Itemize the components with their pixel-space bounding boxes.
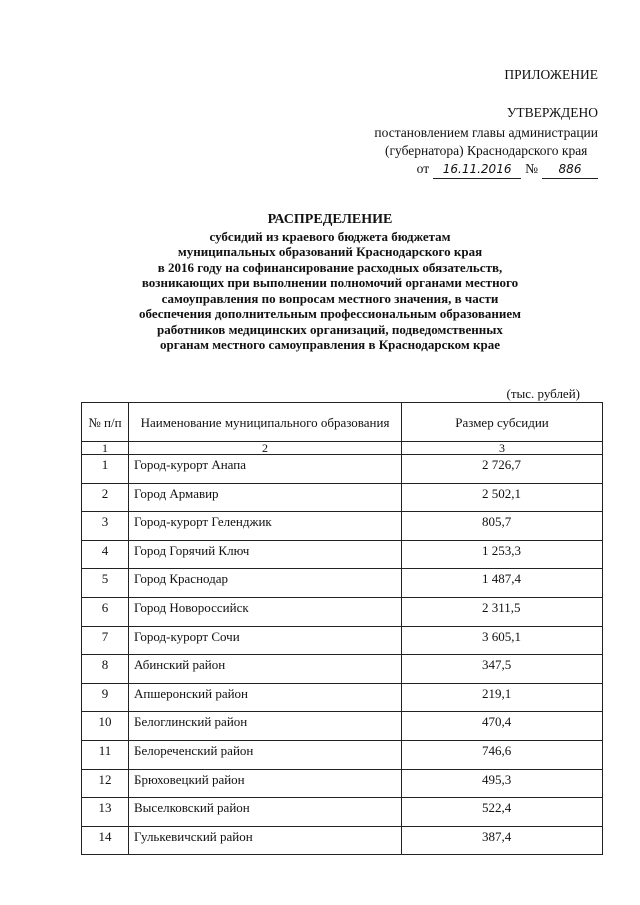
heading-line: в 2016 году на софинансирование расходных обязательств, <box>157 259 503 275</box>
row-name: Город-курорт Сочи <box>129 626 402 655</box>
row-value: 2 726,7 <box>402 455 603 484</box>
subsidy-table <box>81 402 603 855</box>
row-name: Гулькевичский район <box>129 826 402 855</box>
table-row <box>82 597 603 626</box>
row-name: Город-курорт Геленджик <box>129 512 402 541</box>
heading-line: работников медицинских организаций, подведомственных <box>157 321 503 337</box>
table-row <box>82 455 603 484</box>
row-name: Белоглинский район <box>129 712 402 741</box>
row-value: 495,3 <box>402 769 603 798</box>
row-number: 12 <box>82 769 129 798</box>
row-name: Город Горячий Ключ <box>129 540 402 569</box>
row-number: 8 <box>82 655 129 684</box>
header-num: № п/п <box>82 403 129 442</box>
heading-line: муниципальных образований Краснодарского края <box>177 244 483 259</box>
approval-line-2: (губернатора) Краснодарского края <box>385 143 588 158</box>
row-value: 347,5 <box>402 655 603 684</box>
row-number: 6 <box>82 597 129 626</box>
column-number: 3 <box>402 442 603 455</box>
row-value: 387,4 <box>402 826 603 855</box>
table-row <box>82 540 603 569</box>
table-row <box>82 569 603 598</box>
row-value: 1 487,4 <box>402 569 603 598</box>
header-name: Наименование муниципального образования <box>129 403 402 442</box>
heading-line: субсидий из краевого бюджета бюджетам <box>209 228 451 244</box>
row-number: 7 <box>82 626 129 655</box>
row-value: 805,7 <box>402 512 603 541</box>
row-number: 4 <box>82 540 129 569</box>
table-row <box>82 626 603 655</box>
row-value: 1 253,3 <box>402 540 603 569</box>
from-label: от <box>416 161 430 176</box>
header-value: Размер субсидии <box>402 403 603 442</box>
handwritten-number: 886 <box>542 160 598 179</box>
row-name: Город Краснодар <box>129 569 402 598</box>
row-number: 9 <box>82 683 129 712</box>
table-row <box>82 512 603 541</box>
column-number: 2 <box>129 442 402 455</box>
column-number-row <box>82 442 603 455</box>
table-row <box>82 769 603 798</box>
table-row <box>82 483 603 512</box>
row-value: 746,6 <box>402 740 603 769</box>
row-number: 5 <box>82 569 129 598</box>
row-value: 2 311,5 <box>402 597 603 626</box>
row-name: Апшеронский район <box>129 683 402 712</box>
row-name: Город Армавир <box>129 483 402 512</box>
heading-line: возникающих при выполнении полномочий органами местного <box>141 275 519 290</box>
row-number: 13 <box>82 798 129 827</box>
row-value: 2 502,1 <box>402 483 603 512</box>
number-label: № <box>525 161 538 176</box>
table-row <box>82 798 603 827</box>
document-title: РАСПРЕДЕЛЕНИЕ <box>267 212 393 227</box>
table-row <box>82 826 603 855</box>
row-name: Брюховецкий район <box>129 769 402 798</box>
table-row <box>82 740 603 769</box>
row-number: 11 <box>82 740 129 769</box>
row-name: Город-курорт Анапа <box>129 455 402 484</box>
row-value: 219,1 <box>402 683 603 712</box>
row-value: 522,4 <box>402 798 603 827</box>
approval-line-1: постановлением главы администрации <box>374 125 598 140</box>
heading-line: обеспечения дополнительным профессиональным образованием <box>139 306 521 321</box>
row-name: Выселковский район <box>129 798 402 827</box>
row-value: 470,4 <box>402 712 603 741</box>
approval-date-line <box>374 160 598 179</box>
table-row <box>82 655 603 684</box>
handwritten-date: 16.11.2016 <box>433 160 521 179</box>
approved-label: УТВЕРЖДЕНО <box>506 105 598 120</box>
approval-block <box>374 66 598 179</box>
appendix-label: ПРИЛОЖЕНИЕ <box>504 67 598 82</box>
heading-line: органам местного самоуправления в Краснодарском крае <box>159 337 501 352</box>
row-number: 3 <box>82 512 129 541</box>
row-number: 14 <box>82 826 129 855</box>
row-name: Абинский район <box>129 655 402 684</box>
table-row <box>82 683 603 712</box>
table-row <box>82 712 603 741</box>
row-number: 2 <box>82 483 129 512</box>
row-value: 3 605,1 <box>402 626 603 655</box>
heading-line: самоуправления по вопросам местного значения, в части <box>161 290 499 306</box>
column-number: 1 <box>82 442 129 455</box>
document-heading <box>100 212 560 353</box>
row-number: 10 <box>82 712 129 741</box>
units-label: (тыс. рублей) <box>506 386 580 401</box>
table-header-row <box>82 403 603 442</box>
row-name: Белореченский район <box>129 740 402 769</box>
row-name: Город Новороссийск <box>129 597 402 626</box>
row-number: 1 <box>82 455 129 484</box>
